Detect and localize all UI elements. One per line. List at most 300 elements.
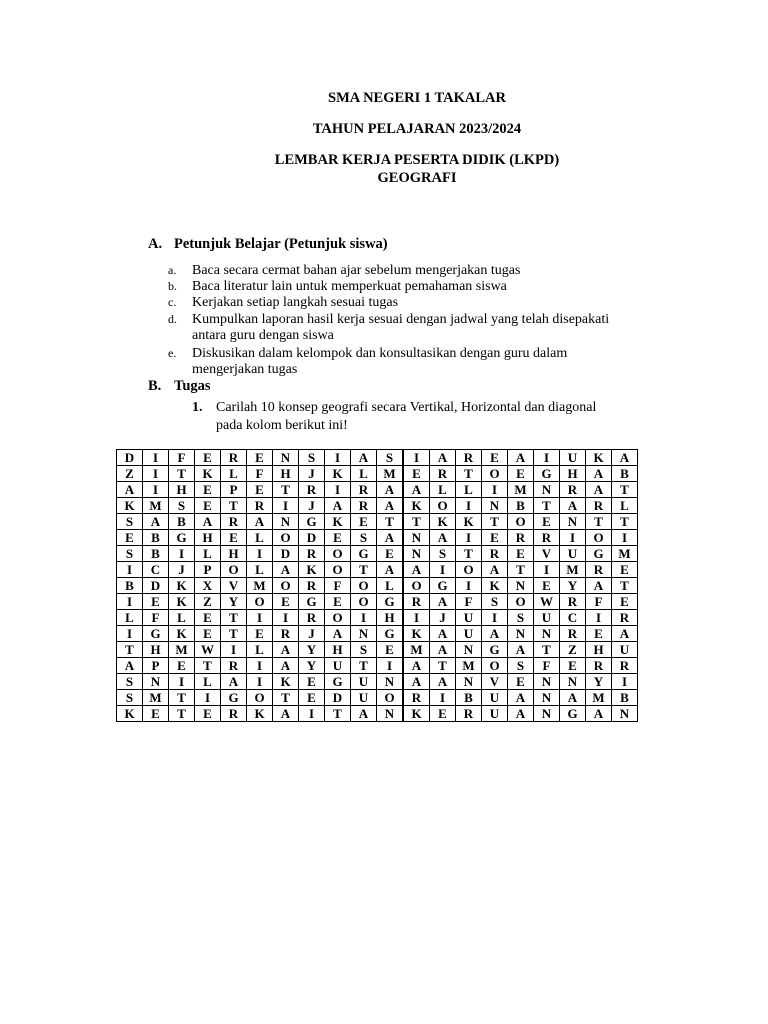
grid-cell: T bbox=[221, 626, 247, 642]
grid-cell: Z bbox=[117, 466, 143, 482]
grid-cell: I bbox=[403, 610, 430, 626]
grid-cell: A bbox=[117, 658, 143, 674]
grid-cell: U bbox=[456, 610, 482, 626]
grid-cell: J bbox=[299, 466, 325, 482]
grid-cell: I bbox=[117, 594, 143, 610]
academic-year: TAHUN PELAJARAN 2023/2024 bbox=[312, 121, 522, 137]
grid-cell: O bbox=[325, 546, 351, 562]
grid-cell: T bbox=[351, 562, 377, 578]
grid-cell: S bbox=[351, 642, 377, 658]
grid-cell: I bbox=[221, 642, 247, 658]
grid-cell: T bbox=[377, 514, 404, 530]
grid-cell: U bbox=[482, 706, 508, 722]
grid-cell: Y bbox=[586, 674, 612, 690]
grid-cell: K bbox=[403, 626, 430, 642]
grid-cell: A bbox=[430, 626, 456, 642]
grid-cell: G bbox=[351, 546, 377, 562]
grid-cell: M bbox=[586, 690, 612, 706]
grid-cell: R bbox=[456, 706, 482, 722]
grid-cell: A bbox=[273, 706, 299, 722]
grid-cell: D bbox=[117, 450, 143, 466]
grid-cell: N bbox=[143, 674, 169, 690]
grid-row bbox=[117, 450, 638, 466]
grid-cell: T bbox=[612, 514, 638, 530]
grid-cell: S bbox=[351, 530, 377, 546]
grid-cell: N bbox=[534, 706, 560, 722]
grid-cell: S bbox=[377, 450, 404, 466]
grid-cell: O bbox=[273, 530, 299, 546]
grid-cell: S bbox=[169, 498, 195, 514]
grid-cell: D bbox=[273, 546, 299, 562]
grid-cell: T bbox=[534, 642, 560, 658]
item-text: Baca literatur lain untuk memperkuat pemahaman siswa bbox=[192, 279, 507, 294]
grid-cell: O bbox=[482, 658, 508, 674]
grid-cell: O bbox=[430, 498, 456, 514]
grid-cell: R bbox=[534, 530, 560, 546]
grid-cell: I bbox=[247, 658, 273, 674]
grid-cell: C bbox=[143, 562, 169, 578]
grid-cell: M bbox=[143, 690, 169, 706]
grid-cell: F bbox=[247, 466, 273, 482]
instruction-item-b bbox=[168, 278, 507, 295]
grid-cell: U bbox=[612, 642, 638, 658]
grid-cell: E bbox=[351, 514, 377, 530]
grid-cell: B bbox=[612, 466, 638, 482]
grid-cell: T bbox=[169, 466, 195, 482]
grid-cell: E bbox=[534, 514, 560, 530]
grid-cell: L bbox=[195, 674, 221, 690]
grid-cell: L bbox=[612, 498, 638, 514]
grid-cell: E bbox=[143, 594, 169, 610]
grid-cell: L bbox=[247, 530, 273, 546]
grid-cell: P bbox=[143, 658, 169, 674]
grid-cell: M bbox=[169, 642, 195, 658]
grid-cell: R bbox=[299, 482, 325, 498]
grid-cell: D bbox=[143, 578, 169, 594]
grid-cell: V bbox=[482, 674, 508, 690]
grid-cell: T bbox=[169, 706, 195, 722]
item-letter: a. bbox=[168, 263, 177, 277]
grid-cell: F bbox=[534, 658, 560, 674]
grid-cell: E bbox=[508, 466, 534, 482]
grid-cell: I bbox=[169, 674, 195, 690]
grid-cell: K bbox=[586, 450, 612, 466]
grid-cell: I bbox=[534, 450, 560, 466]
grid-cell: O bbox=[247, 594, 273, 610]
grid-cell: L bbox=[195, 546, 221, 562]
grid-cell: T bbox=[612, 482, 638, 498]
grid-cell: N bbox=[377, 674, 404, 690]
grid-cell: B bbox=[508, 498, 534, 514]
grid-cell: E bbox=[195, 706, 221, 722]
grid-cell: G bbox=[534, 466, 560, 482]
grid-cell: A bbox=[273, 642, 299, 658]
item-text: Kumpulkan laporan hasil kerja sesuai dengan jadwal yang telah disepakati bbox=[192, 312, 610, 327]
grid-cell: A bbox=[586, 482, 612, 498]
word-search-body bbox=[117, 450, 638, 722]
grid-cell: I bbox=[143, 466, 169, 482]
grid-cell: U bbox=[482, 690, 508, 706]
grid-cell: O bbox=[273, 578, 299, 594]
grid-cell: K bbox=[456, 514, 482, 530]
item-text: Baca secara cermat bahan ajar sebelum mengerjakan tugas bbox=[192, 263, 521, 278]
grid-row bbox=[117, 594, 638, 610]
grid-cell: J bbox=[299, 626, 325, 642]
grid-row bbox=[117, 562, 638, 578]
grid-cell: I bbox=[612, 674, 638, 690]
instruction-item-c bbox=[168, 294, 398, 311]
grid-cell: E bbox=[508, 674, 534, 690]
item-letter: c. bbox=[168, 295, 177, 309]
grid-cell: T bbox=[169, 690, 195, 706]
grid-cell: G bbox=[325, 674, 351, 690]
grid-cell: A bbox=[351, 706, 377, 722]
grid-cell: I bbox=[482, 482, 508, 498]
grid-row bbox=[117, 610, 638, 626]
grid-cell: E bbox=[195, 610, 221, 626]
grid-cell: E bbox=[325, 530, 351, 546]
grid-cell: N bbox=[534, 674, 560, 690]
grid-cell: R bbox=[430, 466, 456, 482]
grid-cell: O bbox=[221, 562, 247, 578]
grid-cell: I bbox=[482, 610, 508, 626]
section-a-number: A. bbox=[148, 236, 163, 252]
grid-cell: T bbox=[456, 466, 482, 482]
grid-cell: R bbox=[586, 562, 612, 578]
grid-cell: P bbox=[195, 562, 221, 578]
grid-cell: I bbox=[325, 450, 351, 466]
grid-cell: G bbox=[221, 690, 247, 706]
grid-cell: A bbox=[403, 562, 430, 578]
grid-cell: A bbox=[586, 706, 612, 722]
grid-cell: O bbox=[403, 578, 430, 594]
item-letter: b. bbox=[168, 279, 177, 293]
grid-cell: L bbox=[456, 482, 482, 498]
grid-cell: W bbox=[534, 594, 560, 610]
grid-cell: T bbox=[221, 610, 247, 626]
grid-cell: B bbox=[612, 690, 638, 706]
grid-cell: H bbox=[586, 642, 612, 658]
grid-cell: I bbox=[351, 610, 377, 626]
grid-cell: A bbox=[247, 514, 273, 530]
grid-cell: F bbox=[456, 594, 482, 610]
grid-cell: R bbox=[299, 578, 325, 594]
grid-cell: E bbox=[403, 466, 430, 482]
grid-cell: N bbox=[273, 514, 299, 530]
grid-cell: A bbox=[221, 674, 247, 690]
grid-cell: O bbox=[325, 610, 351, 626]
grid-cell: T bbox=[612, 578, 638, 594]
grid-cell: R bbox=[403, 594, 430, 610]
grid-cell: E bbox=[247, 626, 273, 642]
grid-cell: I bbox=[612, 530, 638, 546]
grid-cell: R bbox=[482, 546, 508, 562]
grid-cell: K bbox=[482, 578, 508, 594]
grid-cell: O bbox=[377, 690, 404, 706]
grid-row bbox=[117, 514, 638, 530]
grid-cell: O bbox=[325, 562, 351, 578]
grid-cell: H bbox=[221, 546, 247, 562]
grid-cell: F bbox=[586, 594, 612, 610]
grid-cell: E bbox=[247, 450, 273, 466]
grid-cell: R bbox=[299, 546, 325, 562]
grid-cell: S bbox=[117, 546, 143, 562]
grid-cell: I bbox=[247, 674, 273, 690]
section-a-title: Petunjuk Belajar (Petunjuk siswa) bbox=[174, 236, 388, 252]
grid-cell: E bbox=[195, 450, 221, 466]
grid-cell: A bbox=[325, 626, 351, 642]
grid-cell: N bbox=[560, 514, 586, 530]
grid-cell: M bbox=[403, 642, 430, 658]
grid-cell: R bbox=[508, 530, 534, 546]
grid-row bbox=[117, 578, 638, 594]
grid-cell: K bbox=[403, 498, 430, 514]
grid-cell: G bbox=[560, 706, 586, 722]
grid-cell: N bbox=[456, 642, 482, 658]
grid-cell: T bbox=[403, 514, 430, 530]
grid-cell: I bbox=[586, 610, 612, 626]
grid-cell: I bbox=[456, 578, 482, 594]
grid-cell: E bbox=[195, 498, 221, 514]
grid-cell: R bbox=[351, 498, 377, 514]
grid-cell: X bbox=[195, 578, 221, 594]
grid-cell: R bbox=[221, 658, 247, 674]
grid-cell: A bbox=[117, 482, 143, 498]
grid-cell: E bbox=[169, 658, 195, 674]
grid-cell: T bbox=[430, 658, 456, 674]
grid-cell: K bbox=[325, 514, 351, 530]
grid-cell: A bbox=[586, 466, 612, 482]
grid-cell: G bbox=[430, 578, 456, 594]
grid-cell: T bbox=[117, 642, 143, 658]
grid-cell: O bbox=[351, 578, 377, 594]
grid-cell: K bbox=[247, 706, 273, 722]
grid-cell: T bbox=[195, 658, 221, 674]
grid-cell: G bbox=[377, 626, 404, 642]
grid-cell: N bbox=[482, 498, 508, 514]
grid-cell: E bbox=[195, 626, 221, 642]
grid-cell: V bbox=[534, 546, 560, 562]
grid-cell: R bbox=[586, 658, 612, 674]
grid-cell: K bbox=[430, 514, 456, 530]
grid-cell: S bbox=[482, 594, 508, 610]
task-number: 1. bbox=[192, 400, 203, 415]
grid-cell: E bbox=[247, 482, 273, 498]
grid-cell: I bbox=[534, 562, 560, 578]
section-b-heading bbox=[148, 378, 211, 395]
grid-cell: T bbox=[221, 498, 247, 514]
grid-cell: L bbox=[247, 562, 273, 578]
grid-cell: R bbox=[221, 706, 247, 722]
subject-title: GEOGRAFI bbox=[377, 170, 457, 186]
grid-cell: R bbox=[560, 626, 586, 642]
grid-cell: H bbox=[325, 642, 351, 658]
grid-cell: R bbox=[560, 482, 586, 498]
grid-cell: A bbox=[560, 690, 586, 706]
grid-cell: I bbox=[143, 482, 169, 498]
section-b-title: Tugas bbox=[174, 378, 211, 394]
grid-cell: N bbox=[351, 626, 377, 642]
grid-row bbox=[117, 674, 638, 690]
grid-cell: A bbox=[430, 450, 456, 466]
grid-cell: E bbox=[534, 578, 560, 594]
item-letter: e. bbox=[168, 346, 177, 360]
grid-cell: H bbox=[195, 530, 221, 546]
grid-cell: N bbox=[403, 530, 430, 546]
grid-cell: E bbox=[117, 530, 143, 546]
grid-cell: I bbox=[456, 498, 482, 514]
grid-row bbox=[117, 546, 638, 562]
grid-cell: A bbox=[351, 450, 377, 466]
grid-cell: O bbox=[351, 594, 377, 610]
grid-cell: A bbox=[430, 594, 456, 610]
grid-cell: E bbox=[143, 706, 169, 722]
grid-cell: N bbox=[508, 578, 534, 594]
grid-cell: E bbox=[377, 642, 404, 658]
grid-cell: N bbox=[560, 674, 586, 690]
grid-cell: N bbox=[508, 626, 534, 642]
grid-cell: A bbox=[508, 642, 534, 658]
grid-cell: A bbox=[377, 530, 404, 546]
grid-cell: I bbox=[117, 562, 143, 578]
grid-cell: R bbox=[273, 626, 299, 642]
grid-cell: L bbox=[351, 466, 377, 482]
grid-cell: A bbox=[430, 642, 456, 658]
grid-cell: P bbox=[221, 482, 247, 498]
section-a-heading bbox=[148, 236, 388, 253]
grid-cell: M bbox=[247, 578, 273, 594]
grid-cell: R bbox=[351, 482, 377, 498]
task-text-line2: pada kolom berikut ini! bbox=[216, 418, 348, 433]
grid-cell: I bbox=[117, 626, 143, 642]
grid-cell: E bbox=[195, 482, 221, 498]
grid-cell: O bbox=[456, 562, 482, 578]
grid-cell: J bbox=[169, 562, 195, 578]
grid-cell: M bbox=[456, 658, 482, 674]
grid-cell: T bbox=[273, 482, 299, 498]
grid-cell: N bbox=[534, 626, 560, 642]
grid-cell: I bbox=[273, 610, 299, 626]
instruction-item-e bbox=[168, 345, 567, 362]
grid-cell: E bbox=[508, 546, 534, 562]
grid-cell: S bbox=[299, 450, 325, 466]
grid-cell: H bbox=[143, 642, 169, 658]
grid-cell: A bbox=[403, 482, 430, 498]
grid-cell: C bbox=[560, 610, 586, 626]
grid-cell: T bbox=[586, 514, 612, 530]
grid-row bbox=[117, 690, 638, 706]
grid-cell: I bbox=[247, 546, 273, 562]
grid-cell: F bbox=[325, 578, 351, 594]
grid-cell: I bbox=[403, 450, 430, 466]
grid-cell: O bbox=[508, 594, 534, 610]
grid-cell: B bbox=[117, 578, 143, 594]
grid-cell: J bbox=[299, 498, 325, 514]
grid-cell: M bbox=[143, 498, 169, 514]
grid-cell: S bbox=[430, 546, 456, 562]
grid-cell: K bbox=[169, 578, 195, 594]
grid-cell: E bbox=[221, 530, 247, 546]
grid-cell: A bbox=[430, 530, 456, 546]
grid-cell: E bbox=[299, 674, 325, 690]
grid-cell: G bbox=[586, 546, 612, 562]
grid-cell: E bbox=[482, 530, 508, 546]
grid-cell: K bbox=[117, 706, 143, 722]
instruction-item-d bbox=[168, 311, 609, 328]
grid-cell: D bbox=[325, 690, 351, 706]
grid-cell: T bbox=[482, 514, 508, 530]
grid-cell: U bbox=[560, 450, 586, 466]
grid-cell: G bbox=[299, 514, 325, 530]
grid-cell: A bbox=[403, 674, 430, 690]
grid-cell: A bbox=[403, 658, 430, 674]
grid-cell: D bbox=[299, 530, 325, 546]
task-text-line1: Carilah 10 konsep geografi secara Vertikal, Horizontal dan diagonal bbox=[216, 400, 597, 415]
grid-cell: I bbox=[195, 690, 221, 706]
grid-row bbox=[117, 658, 638, 674]
grid-cell: F bbox=[169, 450, 195, 466]
grid-cell: S bbox=[117, 674, 143, 690]
grid-cell: N bbox=[403, 546, 430, 562]
grid-cell: G bbox=[299, 594, 325, 610]
grid-cell: B bbox=[143, 530, 169, 546]
item-text: Diskusikan dalam kelompok dan konsultasikan dengan guru dalam bbox=[192, 346, 568, 361]
grid-cell: G bbox=[377, 594, 404, 610]
grid-cell: A bbox=[143, 514, 169, 530]
grid-row bbox=[117, 706, 638, 722]
grid-cell: A bbox=[586, 578, 612, 594]
grid-cell: Y bbox=[560, 578, 586, 594]
grid-cell: T bbox=[456, 546, 482, 562]
grid-cell: E bbox=[612, 594, 638, 610]
grid-cell: A bbox=[508, 450, 534, 466]
grid-cell: B bbox=[169, 514, 195, 530]
grid-cell: A bbox=[273, 658, 299, 674]
grid-cell: A bbox=[508, 706, 534, 722]
grid-cell: A bbox=[377, 498, 404, 514]
grid-cell: F bbox=[143, 610, 169, 626]
grid-cell: M bbox=[612, 546, 638, 562]
grid-cell: G bbox=[482, 642, 508, 658]
word-search-grid bbox=[116, 449, 638, 722]
item-text: Kerjakan setiap langkah sesuai tugas bbox=[192, 295, 399, 310]
grid-cell: U bbox=[534, 610, 560, 626]
grid-cell: Y bbox=[299, 658, 325, 674]
grid-cell: U bbox=[560, 546, 586, 562]
grid-cell: R bbox=[586, 498, 612, 514]
grid-cell: A bbox=[377, 562, 404, 578]
grid-cell: H bbox=[377, 610, 404, 626]
grid-cell: R bbox=[403, 690, 430, 706]
grid-cell: E bbox=[482, 450, 508, 466]
grid-cell: N bbox=[612, 706, 638, 722]
grid-cell: I bbox=[247, 610, 273, 626]
grid-cell: E bbox=[430, 706, 456, 722]
grid-cell: G bbox=[169, 530, 195, 546]
grid-cell: Y bbox=[221, 594, 247, 610]
grid-cell: E bbox=[377, 546, 404, 562]
grid-cell: I bbox=[430, 562, 456, 578]
instruction-item-d-cont: antara guru dengan siswa bbox=[192, 328, 334, 343]
grid-cell: K bbox=[325, 466, 351, 482]
grid-cell: I bbox=[377, 658, 404, 674]
grid-cell: T bbox=[351, 658, 377, 674]
grid-cell: R bbox=[612, 610, 638, 626]
grid-cell: I bbox=[456, 530, 482, 546]
grid-cell: E bbox=[586, 626, 612, 642]
grid-cell: U bbox=[351, 690, 377, 706]
grid-cell: N bbox=[534, 482, 560, 498]
